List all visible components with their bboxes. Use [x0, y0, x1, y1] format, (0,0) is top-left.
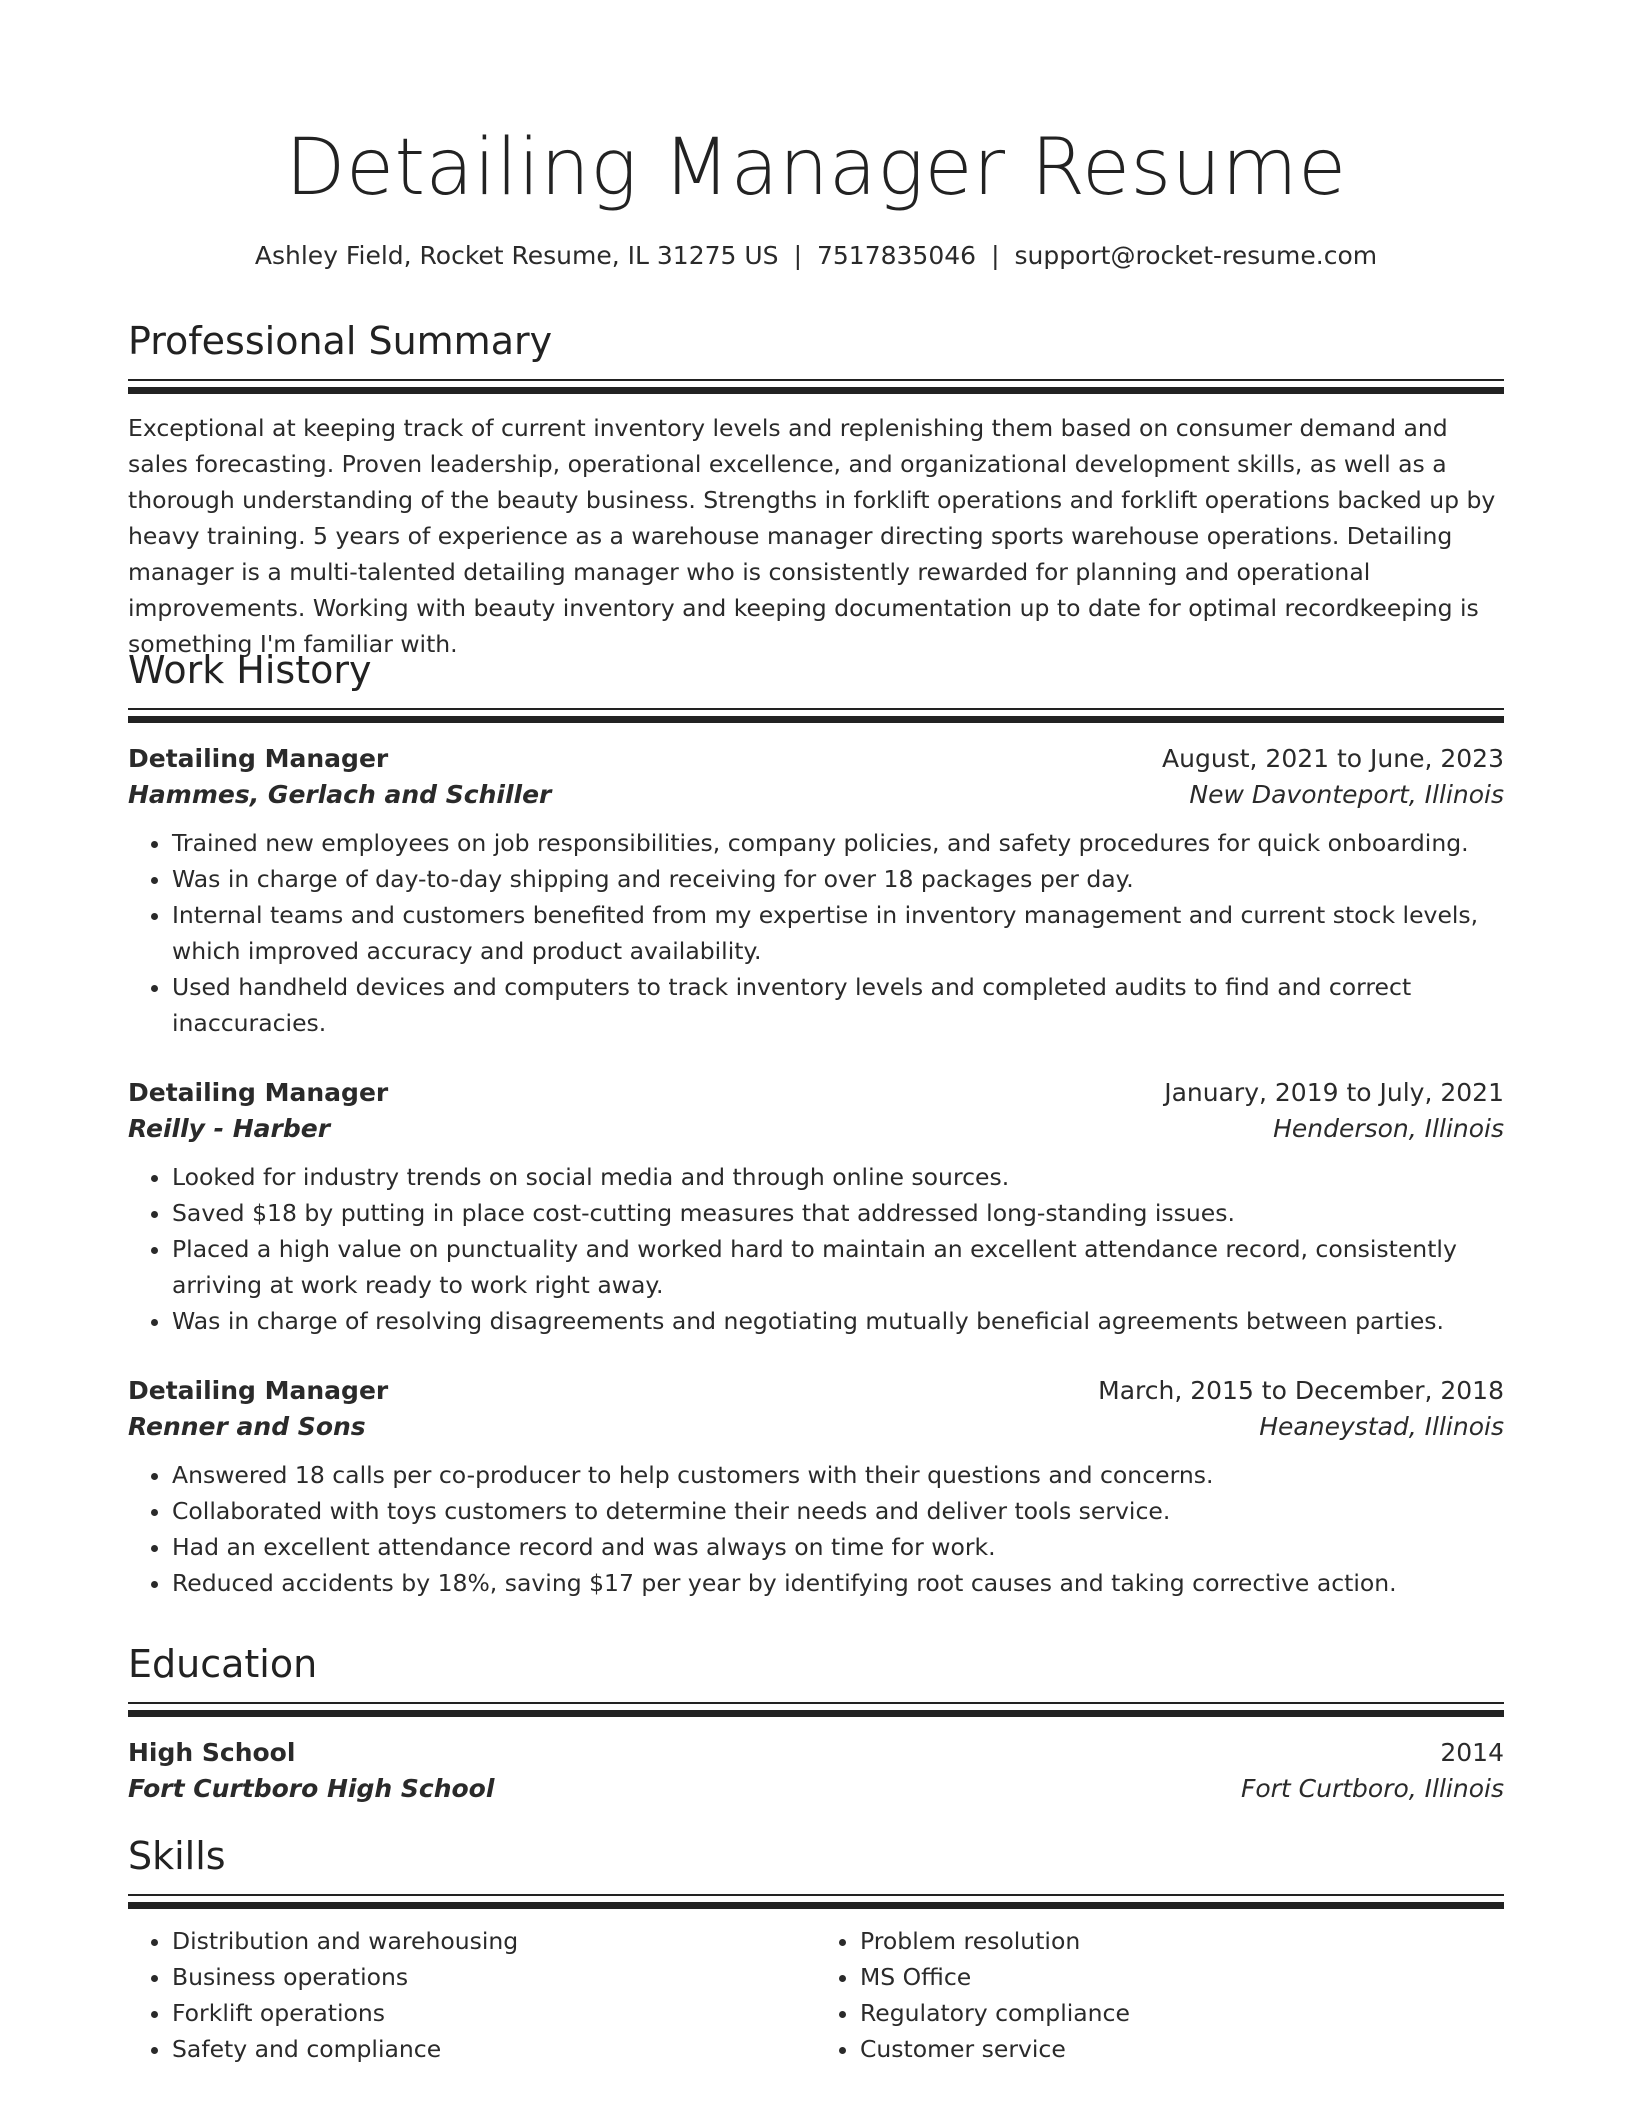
job-title: Detailing Manager: [128, 744, 389, 773]
job-header-row: [128, 1373, 1504, 1409]
skill-item: • Business operations: [172, 1959, 816, 1995]
contact-separator: |: [793, 241, 802, 270]
job-entry: [128, 1373, 1504, 1601]
job-bullet: • Placed a high value on punctuality and worked hard to maintain an excellent attendance record, consistently arriving at work ready to work right away.: [172, 1231, 1504, 1303]
contact-phone: 7517835046: [817, 241, 977, 270]
section-divider-thin: [128, 1702, 1504, 1704]
contact-email: support@rocket-resume.com: [1014, 241, 1378, 270]
skill-item: • Forklift operations: [172, 1995, 816, 2031]
section-divider-thin: [128, 1894, 1504, 1896]
job-company: Renner and Sons: [128, 1412, 366, 1441]
job-company-row: [128, 1409, 1504, 1445]
job-title: Detailing Manager: [128, 1078, 389, 1107]
section-heading-skills: Skills: [128, 1834, 226, 1878]
job-company-row: [128, 1111, 1504, 1147]
job-bullet: • Looked for industry trends on social media and through online sources.: [172, 1159, 1504, 1195]
job-bullet: • Was in charge of resolving disagreements and negotiating mutually beneficial agreements between parties.: [172, 1303, 1504, 1339]
section-divider-thick: [128, 1710, 1504, 1717]
job-bullet: • Saved $18 by putting in place cost-cutting measures that addressed long-standing issues.: [172, 1195, 1504, 1231]
skill-item: • Customer service: [860, 2031, 1504, 2067]
resume-title: Detailing Manager Resume: [285, 123, 1347, 213]
education-header-row: [128, 1735, 1504, 1771]
section-divider-thin: [128, 379, 1504, 381]
education-school: Fort Curtboro High School: [128, 1774, 495, 1803]
section-divider-thick: [128, 1902, 1504, 1909]
job-bullet-list: [128, 1159, 1504, 1339]
education-entry: [128, 1735, 1504, 1807]
job-bullet: • Answered 18 calls per co-producer to help customers with their questions and concerns.: [172, 1457, 1504, 1493]
section-heading-education: Education: [128, 1642, 318, 1686]
section-divider-thick: [128, 716, 1504, 723]
skill-item: • Safety and compliance: [172, 2031, 816, 2067]
job-bullet-list: [128, 825, 1504, 1041]
skill-item: • Regulatory compliance: [860, 1995, 1504, 2031]
skills-section: [128, 1832, 1504, 2067]
job-location: Henderson, Illinois: [1273, 1114, 1504, 1143]
summary-paragraph: Exceptional at keeping track of current inventory levels and replenishing them based on consumer demand and sales forecasting. Proven leadership, operational excellence, and organizational development skills, as well as a thorough understanding of the beauty business. Strengths in forklift operations and forklift operations backed up by heavy training. 5 years of experience as a warehouse manager directing sports warehouse operations. Detailing manager is a multi-talented detailing manager who is consistently rewarded for planning and operational improvements. Working with beauty inventory and keeping documentation up to date for optimal recordkeeping is something I'm familiar with.: [128, 414, 1496, 658]
section-heading-work-history: Work History: [128, 648, 372, 692]
job-bullet: • Was in charge of day-to-day shipping and receiving for over 18 packages per day.: [172, 861, 1504, 897]
job-entry: [128, 741, 1504, 1041]
job-bullet: • Had an excellent attendance record and was always on time for work.: [172, 1529, 1504, 1565]
job-dates: August, 2021 to June, 2023: [1162, 744, 1504, 773]
job-title: Detailing Manager: [128, 1376, 389, 1405]
section-divider-thick: [128, 387, 1504, 394]
job-header-row: [128, 1075, 1504, 1111]
job-dates: January, 2019 to July, 2021: [1164, 1078, 1504, 1107]
education-degree: High School: [128, 1738, 296, 1767]
section-heading-summary: Professional Summary: [128, 319, 553, 363]
skills-columns: [128, 1923, 1504, 2067]
skill-item: • Problem resolution: [860, 1923, 1504, 1959]
job-location: Heaneystad, Illinois: [1259, 1412, 1504, 1441]
job-bullet: • Collaborated with toys customers to determine their needs and deliver tools service.: [172, 1493, 1504, 1529]
skills-list-right: [816, 1923, 1504, 2067]
job-entry: [128, 1075, 1504, 1339]
education-year: 2014: [1440, 1738, 1504, 1767]
education-location: Fort Curtboro, Illinois: [1240, 1774, 1504, 1803]
job-bullet-list: [128, 1457, 1504, 1601]
job-bullet: • Trained new employees on job responsibilities, company policies, and safety procedures for quick onboarding.: [172, 825, 1504, 861]
job-bullet: • Used handheld devices and computers to track inventory levels and completed audits to find and correct inaccuracies.: [172, 969, 1504, 1041]
contact-line: [128, 238, 1504, 274]
job-header-row: [128, 741, 1504, 777]
job-company: Hammes, Gerlach and Schiller: [128, 780, 552, 809]
summary-section: [128, 317, 1504, 662]
job-bullet: • Reduced accidents by 18%, saving $17 per year by identifying root causes and taking corrective action.: [172, 1565, 1504, 1601]
contact-separator: |: [991, 241, 1000, 270]
skill-item: • Distribution and warehousing: [172, 1923, 816, 1959]
job-bullet: • Internal teams and customers benefited from my expertise in inventory management and current stock levels, which improved accuracy and product availability.: [172, 897, 1504, 969]
job-company: Reilly - Harber: [128, 1114, 331, 1143]
job-dates: March, 2015 to December, 2018: [1098, 1376, 1504, 1405]
skill-item: • MS Office: [860, 1959, 1504, 1995]
education-section: [128, 1640, 1504, 1807]
job-location: New Davonteport, Illinois: [1189, 780, 1504, 809]
skills-list-left: [128, 1923, 816, 2067]
job-company-row: [128, 777, 1504, 813]
work-history-section: [128, 646, 1504, 1601]
section-divider-thin: [128, 708, 1504, 710]
education-school-row: [128, 1771, 1504, 1807]
contact-address: Ashley Field, Rocket Resume, IL 31275 US: [254, 241, 779, 270]
